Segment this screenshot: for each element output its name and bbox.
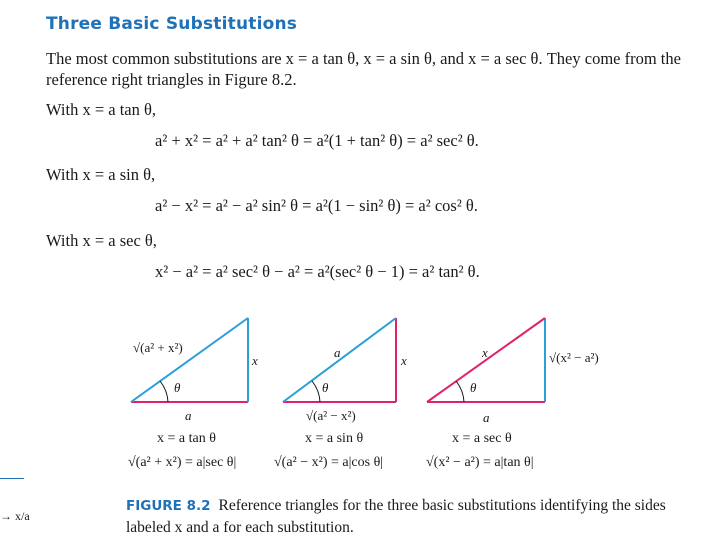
equation-sec: x² − a² = a² sec² θ − a² = a²(sec² θ − 1) = a² tan² θ. [155,262,480,281]
equation-tan: a² + x² = a² + a² tan² θ = a²(1 + tan² θ) = a² sec² θ. [155,131,479,150]
triangle-sec-identity: √(x² − a²) = a|tan θ| [426,455,534,470]
triangle-tan-angle-label: θ [174,380,181,395]
triangle-tan-identity: √(a² + x²) = a|sec θ| [128,455,237,470]
triangle-tan [131,318,248,402]
triangle-sin-vertical-label: x [401,353,407,368]
figure-caption-text: Reference triangles for the three basic substitutions identifying the sides labeled x and a for each substitution. [126,497,666,536]
triangle-sin-hyp-label: a [334,345,341,360]
equation-sin: a² − x² = a² − a² sin² θ = a²(1 − sin² θ) = a² cos² θ. [155,196,478,215]
triangle-sec-base-label: a [483,410,490,425]
triangle-sin-angle-label: θ [322,380,329,395]
margin-fraction-mark: → x/a [0,509,30,523]
case-label-tan: With x = a tan θ, [46,100,157,119]
triangle-sin-base-label: √(a² − x²) [306,408,356,423]
triangle-sec-hyp-label: x [482,345,488,360]
triangle-sin-angle-arc [312,381,320,402]
triangle-tan-vertical-label: x [252,353,258,368]
figure-caption [126,495,686,538]
case-label-sin: With x = a sin θ, [46,165,156,184]
triangle-tan-angle-arc [160,381,168,402]
triangle-tan-base-label: a [185,408,192,423]
triangle-sec-vertical-label: √(x² − a²) [549,350,599,365]
case-label-sec: With x = a sec θ, [46,231,157,250]
section-heading: Three Basic Substitutions [46,14,298,34]
triangle-sec-angle-label: θ [470,380,477,395]
triangle-sec-substitution: x = a sec θ [452,431,512,446]
triangle-tan-substitution: x = a tan θ [157,431,216,446]
triangle-sec-angle-arc [456,381,464,402]
triangle-tan-hyp-label: √(a² + x²) [133,340,183,355]
intro-paragraph: The most common substitutions are x = a tan θ, x = a sin θ, and x = a sec θ. They come from the reference right triangles in Figure 8.2. [46,49,681,89]
figure-label: FIGURE 8.2 [126,498,211,514]
triangle-tan-hypotenuse [131,318,248,402]
triangle-sin-substitution: x = a sin θ [305,431,364,446]
triangle-sin-identity: √(a² − x²) = a|cos θ| [274,455,384,470]
margin-rule [0,478,24,479]
